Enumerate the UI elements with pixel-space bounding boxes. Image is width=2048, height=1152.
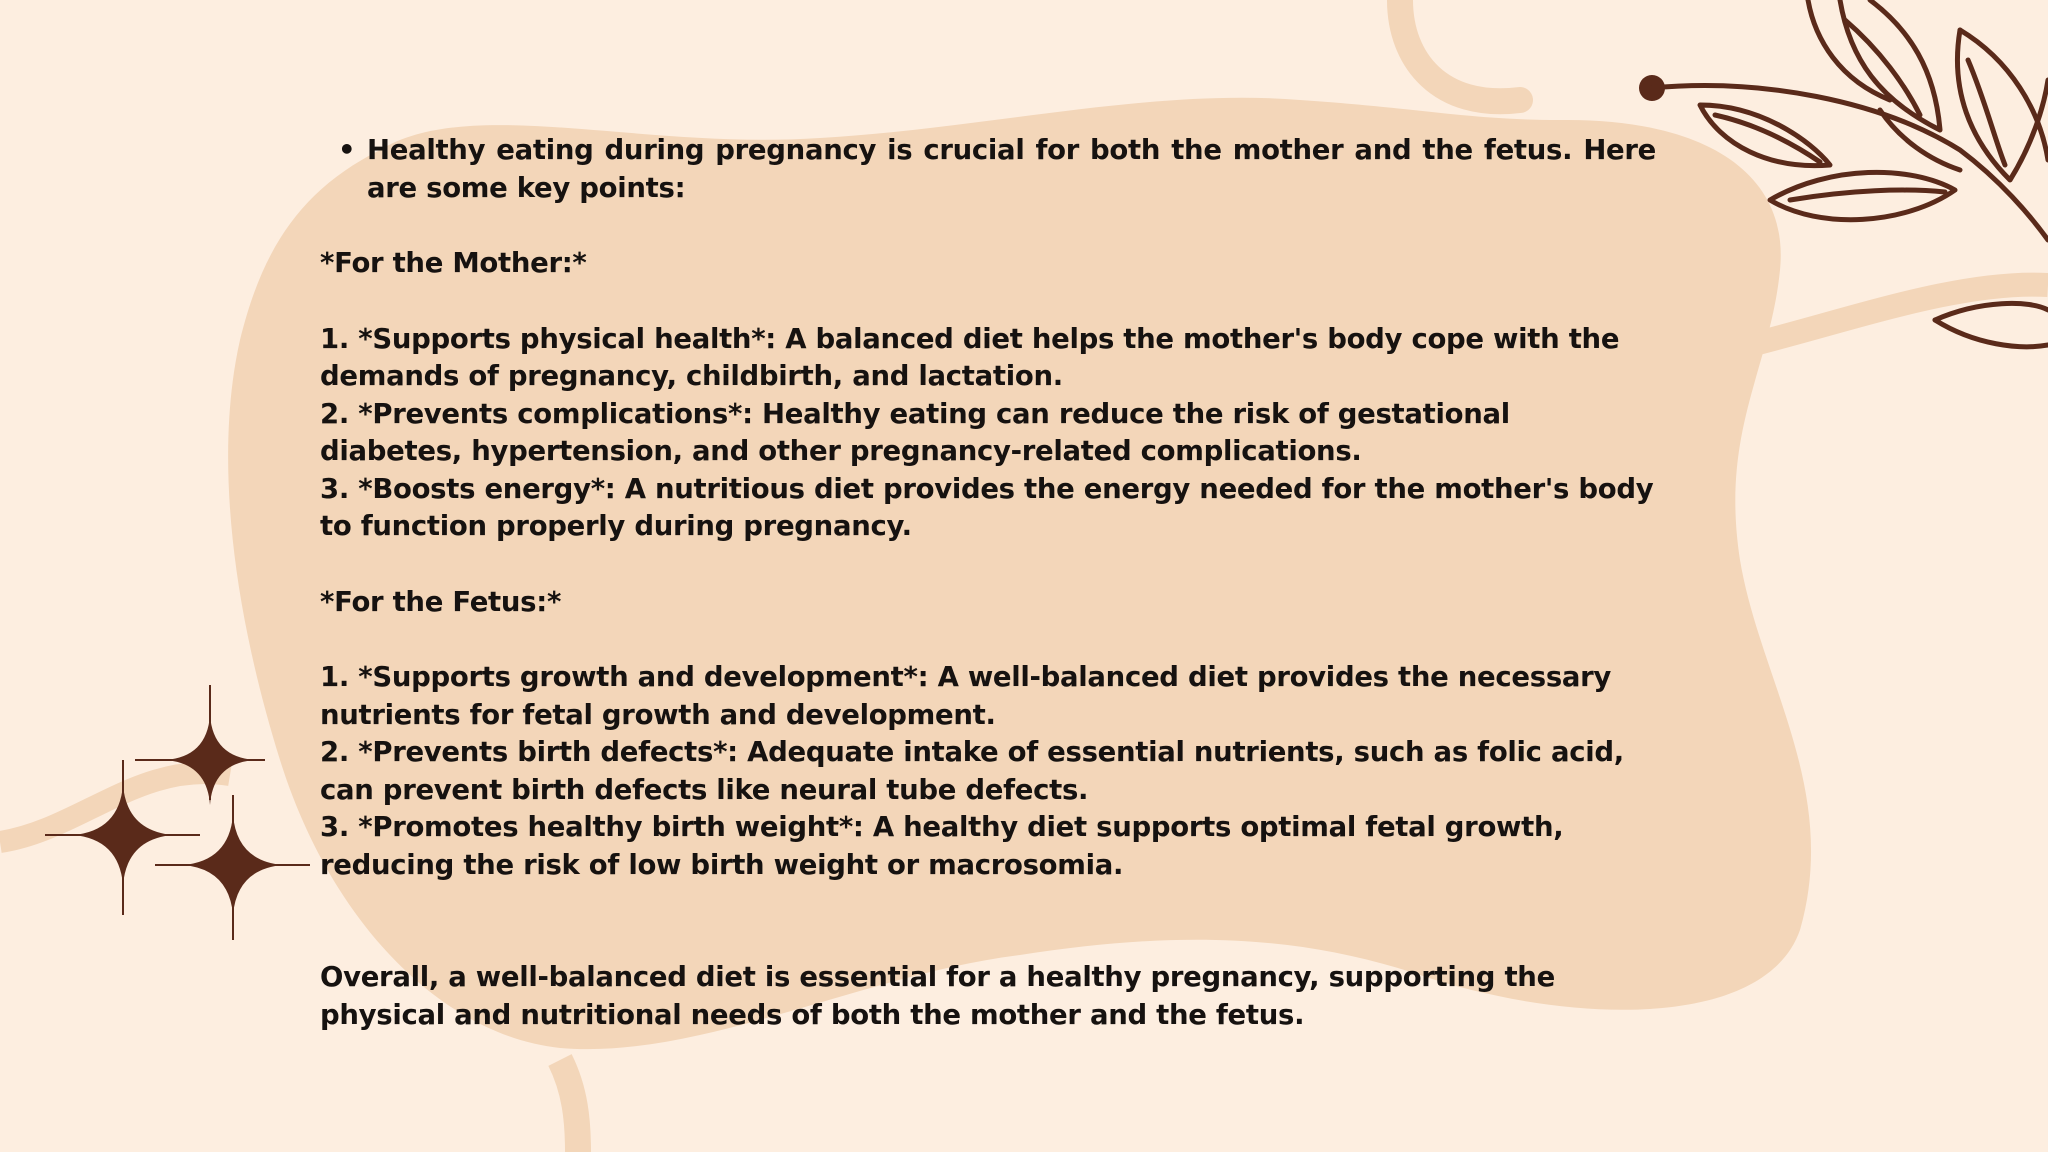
text-content: [320, 132, 1656, 1034]
bullet-icon: •: [338, 134, 356, 166]
intro-text: Healthy eating during pregnancy is crucial for both the mother and the fetus. Here are some key points:: [367, 134, 1656, 204]
decor-curve-top: [1400, 0, 1520, 101]
fetus-point-2: 2. *Prevents birth defects*: Adequate intake of essential nutrients, such as folic acid, can prevent birth defects like neural tube defects.: [320, 736, 1624, 806]
mother-point-2: 2. *Prevents complications*: Healthy eating can reduce the risk of gestational diabetes, hypertension, and other pregnancy-related complications.: [320, 397, 1510, 467]
fetus-point-3: 3. *Promotes healthy birth weight*: A healthy diet supports optimal fetal growth, reducing the risk of low birth weight or macrosomia.: [320, 811, 1564, 881]
fetus-point-1: 1. *Supports growth and development*: A well-balanced diet provides the necessary nutrients for fetal growth and development.: [320, 661, 1612, 731]
decor-curve-right: [1750, 285, 2048, 345]
mother-point-1: 1. *Supports physical health*: A balanced diet helps the mother's body cope with the demands of pregnancy, childbirth, and lactation.: [320, 322, 1620, 392]
decor-curve-bottom: [560, 1060, 578, 1152]
mother-point-3: 3. *Boosts energy*: A nutritious diet provides the energy needed for the mother's body to function properly during pregnancy.: [320, 472, 1654, 542]
conclusion-paragraph: Overall, a well-balanced diet is essential for a healthy pregnancy, supporting the physical and nutritional needs of both the mother and the fetus.: [320, 961, 1555, 1031]
fetus-heading: *For the Fetus:*: [320, 585, 562, 618]
mother-heading: *For the Mother:*: [320, 247, 587, 279]
intro-bullet-item: [320, 132, 1656, 207]
